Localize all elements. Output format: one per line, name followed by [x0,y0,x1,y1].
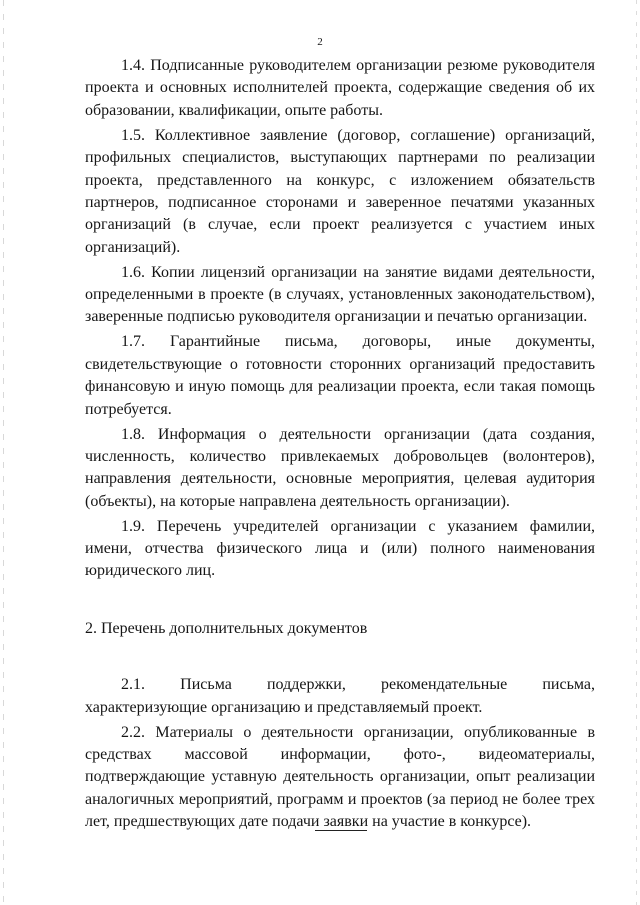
end-of-document-rule [315,830,367,831]
paragraph-1-7: 1.7. Гарантийные письма, договоры, иные документы, свидетельствующие о готовности сторонних организаций предоставить финансовую и иную помощь для реализации проекта, если такая помощь потребуется. [85,333,595,418]
paragraph-1-9: 1.9. Перечень учредителей организации с указанием фамилии, имени, отчества физического лица и (или) полного наименования юридического лиц. [85,517,595,580]
page-number: 2 [317,36,323,48]
paragraph-2-1: 2.1. Письма поддержки, рекомендательные письма, характеризующие организацию и представляемый проект. [85,676,595,716]
paragraph-1-5: 1.5. Коллективное заявление (договор, соглашение) организаций, профильных специалистов, выступающих партнерами по реализации проекта, представленного на конкурс, с изложением обязательств партнеров, подписанное сторонами и заверенное печатями указанных организаций (в случае, если проект реализуется с участием иных организаций). [85,126,595,256]
paragraph-2-2: 2.2. Материалы о деятельности организации, опубликованные в средствах массовой информации, фото-, видеоматериалы, подтверждающие уставную деятельность организации, опыт реализации аналогичных мероприятий, программ и проектов (за период не более трех лет, предшествующих дате подачи заявки на участие в конкурсе). [85,723,595,831]
scan-edge-right [636,0,637,905]
section-2-heading: 2. Перечень дополнительных документов [85,619,368,637]
paragraph-1-4: 1.4. Подписанные руководителем организации резюме руководителя проекта и основных исполнителей проекта, содержащие сведения об их образовании, квалификации, опыте работы. [85,57,595,119]
scan-edge-left [3,0,4,905]
document-body [85,55,595,836]
paragraph-1-8: 1.8. Информация о деятельности организации (дата создания, численность, количество привлекаемых добровольцев (волонтеров), направления деятельности, основные мероприятия, целевая аудитория (объекты), на которые направлена деятельность организации). [85,425,595,510]
paragraph-1-6: 1.6. Копии лицензий организации на занятие видами деятельности, определенными в проекте (в случаях, установленных законодательством), заверенные подписью руководителя организации и печатью организации. [85,263,595,326]
